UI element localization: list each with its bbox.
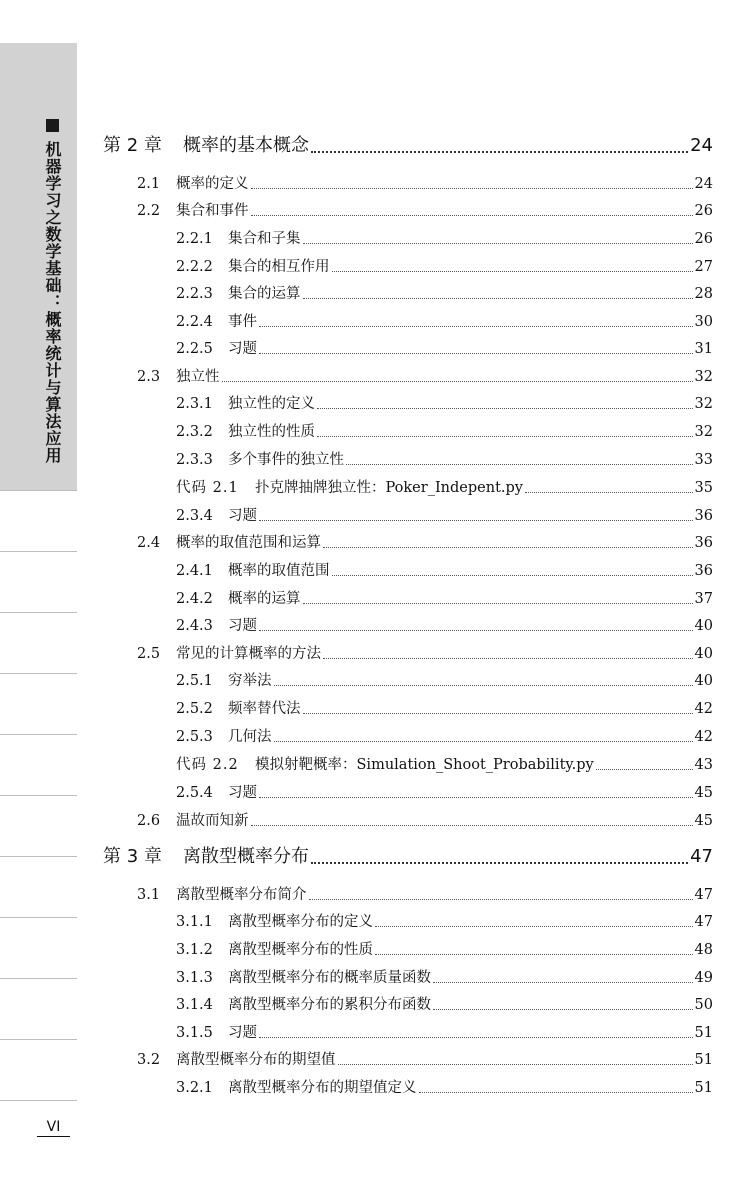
dot-leader: [259, 505, 693, 521]
toc-entry-page: 27: [694, 259, 713, 275]
toc-entry-number: 2.6: [137, 813, 161, 829]
toc-entry-title: 习题: [228, 785, 257, 801]
toc-entry-title: 穷举法: [228, 673, 272, 689]
toc-entry-sec[interactable]: [137, 810, 713, 832]
toc-entry-title: 集合的运算: [228, 286, 301, 302]
toc-entry-title: 习题: [228, 508, 257, 524]
toc-entry-page: 45: [694, 813, 713, 829]
toc-entry-title: 离散型概率分布的期望值定义: [228, 1080, 417, 1096]
toc-entry-number: 2.3: [137, 369, 161, 385]
toc-entry-sub[interactable]: [176, 726, 713, 748]
dot-leader: [303, 228, 693, 244]
toc-entry-number: 2.5: [137, 646, 161, 662]
toc-entry-number: 2.5.2: [176, 701, 213, 717]
page-number: VI: [37, 1118, 70, 1137]
toc-entry-sec[interactable]: [137, 173, 713, 195]
dot-leader: [274, 726, 693, 742]
toc-entry-title: 独立性的定义: [228, 396, 315, 412]
toc-entry-title: 模拟射靶概率：Simulation_Shoot_Probability.py: [255, 757, 594, 773]
toc-entry-page: 26: [694, 231, 713, 247]
toc-entry-number: 2.2.2: [176, 259, 213, 275]
dot-leader: [303, 698, 693, 714]
toc-entry-page: 47: [694, 887, 713, 903]
toc-entry-number: 2.4.2: [176, 591, 213, 607]
toc-entry-sub[interactable]: [176, 256, 713, 278]
toc-entry-sub[interactable]: [176, 311, 713, 333]
toc-entry-page: 24: [694, 176, 713, 192]
toc-entry-sub[interactable]: [176, 1022, 713, 1044]
toc-entry-title: 习题: [228, 341, 257, 357]
toc-entry-sub[interactable]: [176, 283, 713, 305]
toc-entry-number: 代码 2.1: [176, 480, 239, 496]
dot-leader: [317, 421, 693, 437]
dot-leader: [303, 588, 693, 604]
toc-entry-title: 离散型概率分布的概率质量函数: [228, 970, 431, 986]
toc-entry-sub[interactable]: [176, 338, 713, 360]
toc-entry-number: 2.3.3: [176, 452, 213, 468]
toc-entry-number: 3.2: [137, 1052, 161, 1068]
toc-entry-page: 35: [694, 480, 713, 496]
toc-entry-title: 频率替代法: [228, 701, 301, 717]
dot-leader: [433, 994, 693, 1010]
toc-entry-sec[interactable]: [137, 884, 713, 906]
toc-entry-number: 3.1.3: [176, 970, 213, 986]
toc-entry-page: 40: [694, 673, 713, 689]
toc-entry-page: 36: [694, 508, 713, 524]
dot-leader: [311, 843, 688, 864]
toc-entry-chapter[interactable]: [103, 843, 713, 871]
toc-entry-sub[interactable]: [176, 228, 713, 250]
toc-entry-page: 26: [694, 203, 713, 219]
toc-entry-title: 概率的取值范围和运算: [176, 535, 321, 551]
dot-leader: [323, 532, 693, 548]
toc-entry-sub[interactable]: [176, 967, 713, 989]
toc-entry-sub[interactable]: [176, 421, 713, 443]
toc-entry-page: 24: [690, 135, 713, 156]
dot-leader: [274, 670, 693, 686]
toc-entry-title: 事件: [228, 314, 257, 330]
toc-entry-page: 43: [694, 757, 713, 773]
toc-entry-page: 31: [694, 341, 713, 357]
dot-leader: [346, 449, 693, 465]
dot-leader: [375, 939, 693, 955]
toc-entry-title: 概率的定义: [176, 176, 249, 192]
toc-entry-page: 40: [694, 618, 713, 634]
toc-entry-number: 2.2: [137, 203, 161, 219]
toc-entry-sub[interactable]: [176, 698, 713, 720]
dot-leader: [251, 810, 693, 826]
toc-entry-number: 2.5.3: [176, 729, 213, 745]
toc-entry-page: 30: [694, 314, 713, 330]
toc-entry-number: 代码 2.2: [176, 757, 239, 773]
toc-entry-page: 51: [694, 1080, 713, 1096]
toc-entry-title: 独立性: [176, 369, 220, 385]
toc-entry-title: 温故而知新: [176, 813, 249, 829]
book-title-vertical: 机器学习之数学基础：概率统计与算法应用: [43, 141, 62, 464]
dot-leader: [303, 283, 693, 299]
toc-entry-number: 2.2.1: [176, 231, 213, 247]
dot-leader: [259, 1022, 693, 1038]
toc-entry-page: 32: [694, 424, 713, 440]
toc-entry-page: 33: [694, 452, 713, 468]
toc-entry-number: 3.2.1: [176, 1080, 213, 1096]
toc-entry-number: 2.1: [137, 176, 161, 192]
toc-entry-number: 2.3.4: [176, 508, 213, 524]
toc-entry-number: 2.5.4: [176, 785, 213, 801]
toc-entry-chapter[interactable]: [103, 132, 713, 160]
toc-entry-number: 3.1.4: [176, 997, 213, 1013]
toc-entry-title: 离散型概率分布的定义: [228, 914, 373, 930]
toc-entry-number: 2.5.1: [176, 673, 213, 689]
toc-entry-number: 2.2.4: [176, 314, 213, 330]
toc-entry-sub[interactable]: [176, 782, 713, 804]
toc-entry-sub[interactable]: [176, 449, 713, 471]
dot-leader: [596, 754, 693, 770]
toc-entry-title: 集合和事件: [176, 203, 249, 219]
toc-entry-page: 42: [694, 701, 713, 717]
toc-entry-sub[interactable]: [176, 615, 713, 637]
dot-leader: [332, 256, 693, 272]
toc-entry-code[interactable]: [176, 754, 713, 776]
toc-entry-code[interactable]: [176, 477, 713, 499]
toc-entry-title: 集合的相互作用: [228, 259, 330, 275]
dot-leader: [222, 366, 693, 382]
toc-entry-title: 多个事件的独立性: [228, 452, 344, 468]
toc-entry-page: 42: [694, 729, 713, 745]
dot-leader: [323, 643, 693, 659]
toc-entry-title: 习题: [228, 618, 257, 634]
dot-leader: [251, 200, 693, 216]
dot-leader: [259, 615, 693, 631]
dot-leader: [338, 1049, 693, 1065]
toc-entry-number: 2.3.2: [176, 424, 213, 440]
toc-entry-number: 3.1.2: [176, 942, 213, 958]
toc-entry-title: 离散型概率分布: [183, 846, 309, 867]
toc-entry-sec[interactable]: [137, 200, 713, 222]
toc-entry-number: 2.2.5: [176, 341, 213, 357]
dot-leader: [259, 782, 693, 798]
dot-leader: [433, 967, 693, 983]
toc-entry-title: 常见的计算概率的方法: [176, 646, 321, 662]
toc-entry-number: 2.4.1: [176, 563, 213, 579]
toc-entry-title: 离散型概率分布简介: [176, 887, 307, 903]
dot-leader: [311, 132, 688, 153]
toc-entry-page: 40: [694, 646, 713, 662]
toc-entry-sub[interactable]: [176, 939, 713, 961]
toc-entry-page: 32: [694, 396, 713, 412]
toc-entry-title: 离散型概率分布的性质: [228, 942, 373, 958]
toc-entry-number: 2.4: [137, 535, 161, 551]
toc-entry-sub[interactable]: [176, 393, 713, 415]
toc-entry-page: 36: [694, 563, 713, 579]
toc-entry-number: 3.1: [137, 887, 161, 903]
toc-entry-title: 习题: [228, 1025, 257, 1041]
toc-entry-page: 47: [694, 914, 713, 930]
toc-entry-page: 51: [694, 1052, 713, 1068]
toc-entry-title: 集合和子集: [228, 231, 301, 247]
toc-entry-page: 36: [694, 535, 713, 551]
toc-entry-number: 3.1.5: [176, 1025, 213, 1041]
dot-leader: [525, 477, 693, 493]
toc-entry-sec[interactable]: [137, 643, 713, 665]
toc-entry-number: 2.3.1: [176, 396, 213, 412]
toc-entry-page: 45: [694, 785, 713, 801]
toc-entry-page: 47: [690, 846, 713, 867]
toc-entry-title: 概率的运算: [228, 591, 301, 607]
toc-entry-number: 第 3 章: [103, 846, 162, 867]
toc-entry-sec[interactable]: [137, 532, 713, 554]
toc-entry-page: 49: [694, 970, 713, 986]
toc-entry-title: 离散型概率分布的期望值: [176, 1052, 336, 1068]
toc-entry-title: 概率的基本概念: [183, 135, 309, 156]
toc-entry-number: 3.1.1: [176, 914, 213, 930]
toc-entry-page: 37: [694, 591, 713, 607]
toc-entry-sub[interactable]: [176, 911, 713, 933]
dot-leader: [419, 1077, 693, 1093]
dot-leader: [259, 338, 693, 354]
toc-entry-number: 第 2 章: [103, 135, 162, 156]
toc-entry-title: 离散型概率分布的累积分布函数: [228, 997, 431, 1013]
toc-entry-title: 扑克牌抽牌独立性：Poker_Indepent.py: [255, 480, 523, 496]
toc-entry-page: 32: [694, 369, 713, 385]
toc-entry-number: 2.4.3: [176, 618, 213, 634]
toc-entry-sub[interactable]: [176, 1077, 713, 1099]
dot-leader: [309, 884, 693, 900]
toc-entry-page: 51: [694, 1025, 713, 1041]
toc-entry-sub[interactable]: [176, 670, 713, 692]
toc-entry-title: 概率的取值范围: [228, 563, 330, 579]
toc-entry-sub[interactable]: [176, 560, 713, 582]
toc-entry-number: 2.2.3: [176, 286, 213, 302]
dot-leader: [251, 173, 693, 189]
dot-leader: [375, 911, 693, 927]
toc-entry-sec[interactable]: [137, 1049, 713, 1071]
toc-entry-page: 50: [694, 997, 713, 1013]
toc-entry-page: 28: [694, 286, 713, 302]
dot-leader: [317, 393, 693, 409]
toc-entry-title: 几何法: [228, 729, 272, 745]
toc-entry-sec[interactable]: [137, 366, 713, 388]
toc-entry-sub[interactable]: [176, 994, 713, 1016]
toc-entry-title: 独立性的性质: [228, 424, 315, 440]
toc-entry-sub[interactable]: [176, 505, 713, 527]
dot-leader: [332, 560, 693, 576]
dot-leader: [259, 311, 693, 327]
toc-entry-sub[interactable]: [176, 588, 713, 610]
toc-entry-page: 48: [694, 942, 713, 958]
